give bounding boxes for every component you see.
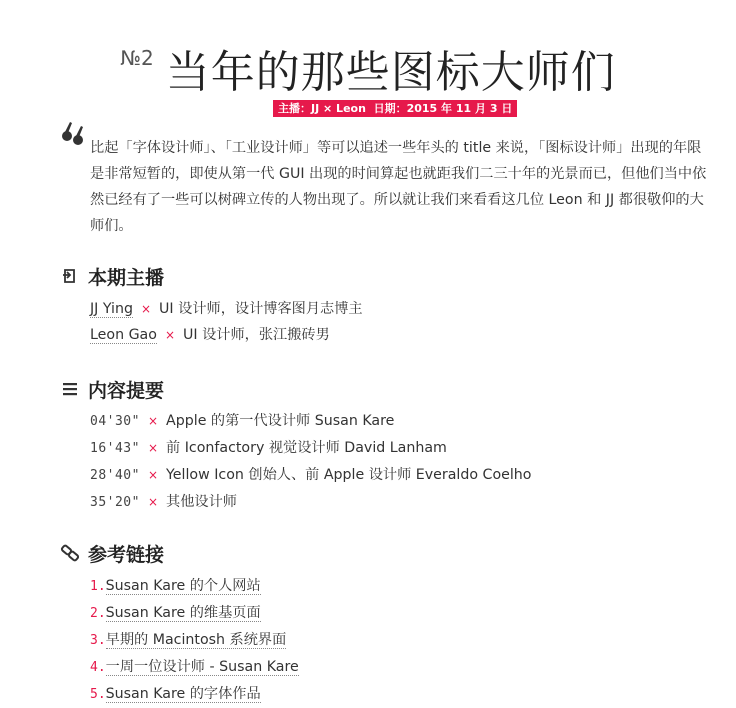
list-item bbox=[90, 462, 531, 489]
separator: × bbox=[147, 414, 159, 428]
timestamp[interactable]: 04'30" bbox=[90, 414, 140, 429]
quote-icon bbox=[60, 118, 86, 146]
timestamp[interactable]: 16'43" bbox=[90, 441, 140, 456]
content-text: 其他设计师 bbox=[166, 494, 237, 510]
meta-date: 日期：2015 年 11 月 3 日 bbox=[373, 102, 513, 115]
reference-links bbox=[90, 573, 299, 708]
link-number: 3. bbox=[90, 633, 106, 648]
link-icon bbox=[60, 543, 80, 563]
episode-meta-badge bbox=[273, 100, 517, 117]
host-name-link[interactable]: JJ Ying bbox=[90, 301, 133, 317]
episode-header bbox=[0, 36, 736, 100]
separator: × bbox=[147, 468, 159, 482]
separator: × bbox=[140, 302, 152, 316]
list-item bbox=[90, 681, 299, 708]
section-contents-heading bbox=[60, 376, 164, 402]
link-number: 2. bbox=[90, 606, 106, 621]
reference-link[interactable]: Susan Kare 的个人网站 bbox=[105, 578, 261, 594]
page-title: 当年的那些图标大师们 bbox=[165, 47, 616, 98]
list-item bbox=[90, 600, 299, 627]
intro-paragraph: 比起「字体设计师」、「工业设计师」等可以追述一些年头的 title 来说，「图标设计师」出现的年限是非常短暂的，即使从第一代 GUI 出现的时间算起也就距我们二三十年的光景而已，但他们当中依然已经有了一些可以树碑立传的人物出现了。所以就让我们来看看这几位 Leon 和 JJ 都很敬仰的大师们。 bbox=[90, 140, 707, 234]
episode-number: №2 bbox=[120, 46, 154, 70]
timestamp[interactable]: 35'20" bbox=[90, 495, 140, 510]
reference-link[interactable]: Susan Kare 的维基页面 bbox=[105, 605, 261, 621]
list-item bbox=[90, 627, 299, 654]
section-links-heading bbox=[60, 540, 164, 566]
section-hosts-heading bbox=[60, 263, 164, 289]
meta-hosts: 主播：JJ × Leon bbox=[278, 102, 366, 115]
link-number: 1. bbox=[90, 579, 106, 594]
separator: × bbox=[147, 495, 159, 509]
host-item bbox=[90, 296, 363, 322]
list-item bbox=[90, 435, 531, 462]
list-item bbox=[90, 654, 299, 681]
content-text: Yellow Icon 创始人、前 Apple 设计师 Everaldo Coelho bbox=[166, 467, 532, 483]
host-list bbox=[90, 296, 363, 348]
timestamp[interactable]: 28'40" bbox=[90, 468, 140, 483]
contents-list bbox=[90, 408, 531, 516]
host-name-link[interactable]: Leon Gao bbox=[90, 327, 157, 343]
link-number: 4. bbox=[90, 660, 106, 675]
host-item bbox=[90, 322, 363, 348]
section-title: 参考链接 bbox=[88, 543, 165, 566]
reference-link[interactable]: 早期的 Macintosh 系统界面 bbox=[105, 632, 287, 648]
content-text: Apple 的第一代设计师 Susan Kare bbox=[166, 413, 395, 429]
list-item bbox=[90, 573, 299, 600]
host-desc: UI 设计师，设计博客图月志博主 bbox=[159, 301, 363, 317]
link-number: 5. bbox=[90, 687, 106, 702]
section-title: 本期主播 bbox=[88, 266, 165, 289]
separator: × bbox=[147, 441, 159, 455]
section-title: 内容提要 bbox=[88, 379, 165, 402]
hosts-icon bbox=[60, 266, 80, 286]
list-icon bbox=[60, 379, 80, 399]
separator: × bbox=[164, 328, 175, 342]
reference-link[interactable]: Susan Kare 的字体作品 bbox=[105, 686, 261, 702]
reference-link[interactable]: 一周一位设计师 - Susan Kare bbox=[105, 659, 299, 675]
list-item bbox=[90, 408, 531, 435]
host-desc: UI 设计师，张江搬砖男 bbox=[183, 327, 330, 343]
list-item bbox=[90, 489, 531, 516]
content-text: 前 Iconfactory 视觉设计师 David Lanham bbox=[166, 440, 447, 456]
